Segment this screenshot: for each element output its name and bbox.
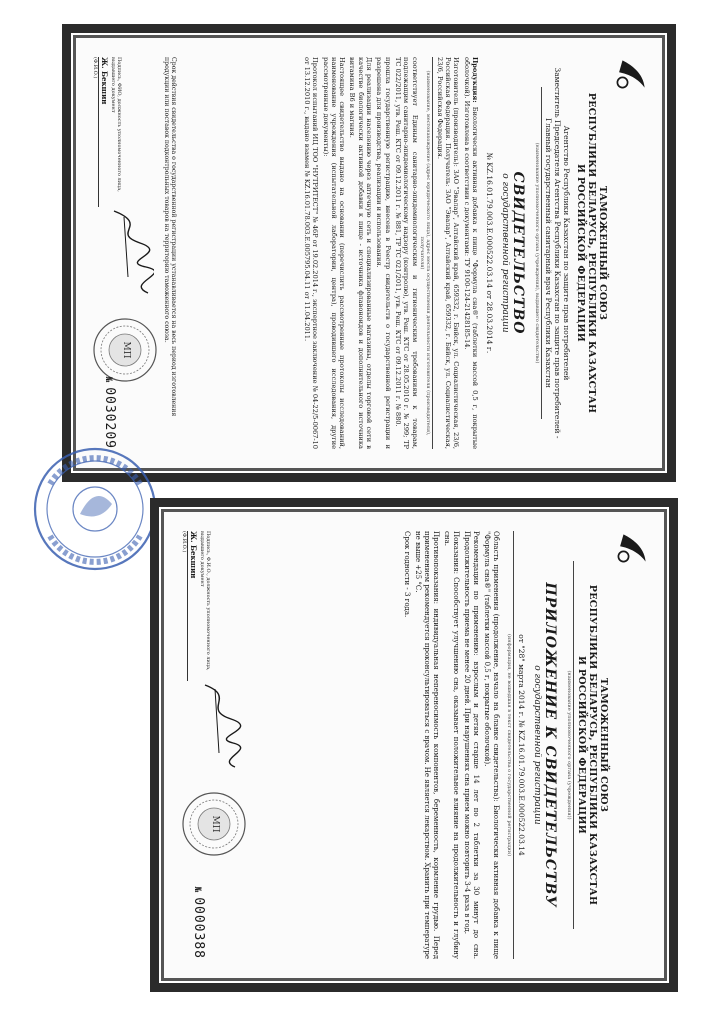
handwritten-signature: [195, 681, 243, 771]
signer-name: Ж. Бекшин: [100, 57, 109, 105]
serial-label: №: [192, 886, 202, 894]
handwritten-signature: [106, 207, 154, 297]
appendix-sheet: [150, 498, 678, 992]
scope-paragraph: Область применения (продолжение, начало на бланке свидетельства): Биологически активная добавка к пище "Формула сна®" (таблетки массой 0,5 г, покрытые оболочкой).: [483, 531, 500, 959]
signature-block: [181, 531, 211, 681]
appendix-title: ПРИЛОЖЕНИЕ К СВИДЕТЕЛЬСТВУ: [542, 582, 558, 908]
serial-number: [102, 377, 117, 449]
union-header: [576, 531, 609, 959]
customs-union-emblem-icon: [614, 57, 648, 91]
indications-paragraph: Показания: Способствует улучшению сна, оказывает положительное влияние на продолжительность и глубину сна.: [443, 531, 460, 959]
appendix-footer: [181, 531, 251, 959]
signature-note: Подпись, ФИО, должность уполномоченного лица, выдавшего документ: [110, 57, 122, 192]
certificate-body: [303, 57, 479, 449]
union-header-line: И РОССИЙСКОЙ ФЕДЕРАЦИИ: [575, 163, 586, 343]
validity-paragraph: Срок действия свидетельства о государственной регистрации устанавливается на весь период изготовления продукции или поставок подконтрольных товаров на территорию таможенного союза.: [162, 57, 178, 417]
conformity-paragraph: соответствует Единым санитарно-эпидемиологическим и гигиеническим требованиям к товарам, подлежащим санитарно-эпидемиологическому надзору (контролю), утв. Реш. КТС от 28.05.2010 г. № 299; ТР ТС 022/2011, утв. Реш. КТС от 09.12.2011 г. № 881, ТР ТС 021/2011, утв. Реш. КТС от 09.12.2011 г. № 880.: [393, 57, 419, 449]
product-text: Биологически активная добавка к пище "Формула сна®" (таблетки массой 0,5 г, покрытые оболочкой). Изготовлена в соответствии с документами: ТУ 9100-124-21428185-14.: [462, 57, 479, 449]
stamp-label: МП: [210, 815, 220, 833]
registration-line: [485, 57, 494, 449]
contraindications-paragraph: Противопоказания: индивидуальная непереносимость компонентов, беременность, кормление грудью. Перед применением рекомендуется проконсультироваться с врачом. Не является лекарством. Хранить при температуре не выше +25 °С.: [414, 531, 440, 959]
union-header-line: И РОССИЙСКОЙ ФЕДЕРАЦИИ: [576, 655, 587, 835]
union-header-line: ТАМОЖЕННЫЙ СОЮЗ: [598, 677, 609, 813]
customs-union-emblem-icon: [615, 531, 649, 565]
signature-line: (Ф.И.О.): [92, 57, 99, 207]
certificate-rotated-content: [80, 43, 658, 463]
basis-paragraph: Настоящее свидетельство выдано на основании (перечислить рассмотренные протоколы исследований, наименование учреждения (испытательной лаборатории, центра), проводившего исследования, другие рассмотренные документы):: [321, 57, 347, 449]
official-stamp: [181, 791, 247, 857]
appendix-subtitle: о государственной регистрации: [532, 665, 542, 825]
serial-label: №: [103, 376, 113, 384]
manufacturer-paragraph: Изготовитель (производитель): ЗАО "Эвалар", Алтайский край, 659332, г. Бийск, ул. Социалистическая, 23/6, Российская Федерация. Получатель: ЗАО "Эвалар", Алтайский край, 659332, г. Бийск, ул. Социалистическая, 23/6, Российская Федерация.: [435, 57, 461, 449]
authority-line: Агентство Республики Казахстан по защите прав потребителей: [562, 125, 571, 381]
union-header: [575, 57, 608, 449]
shelf-life-paragraph: Срок годности - 3 года.: [403, 531, 411, 618]
union-header-line: РЕСПУБЛИКИ БЕЛАРУСЬ, РЕСПУБЛИКИ КАЗАХСТАН: [587, 584, 598, 906]
serial-value: 0030209: [102, 387, 117, 449]
certificate-subtitle: о государственной регистрации: [500, 173, 510, 333]
signature-note: Подпись, Ф.И.О., должность уполномоченного лица, выдавшего документ: [199, 531, 211, 671]
signature-line: (Ф.И.О.): [181, 531, 188, 681]
issuing-authority: [544, 57, 571, 449]
usage-paragraph: Рекомендации по применению: взрослым и детям старше 14 лет по 2 таблетки за 30 минут до сна. Продолжительность приема не менее 20 дней. При нарушениях сна прием можно повторить 3-4 раза в год.: [463, 531, 480, 959]
authority-note: (наименование уполномоченного органа (учреждения), выдавшего свидетельство): [534, 87, 542, 419]
stamp-label: МП: [121, 341, 131, 359]
serial-number: [191, 887, 206, 959]
signer-name: Ж. Бекшин: [189, 531, 198, 579]
appendix-date-line: от "28" марта 2014 г. № KZ.16.01.79.003.E.000522.03.14: [517, 634, 526, 856]
manufacturer-note: (наименование, местонахождение (адрес юридического лица), адрес места осуществления деятельности изготовителя (производителя), получателя): [419, 57, 433, 449]
protocol-paragraph: Протокол испытаний ИЦ ТОО "НУТРИТЕСТ" № 46Р от 19.02.2014 г., экспертное заключение № 04-22/5-0067-10 от 13.12.2010 г., выдано взамен № KZ.16.01.78.003.E.005795.04.11 от 11.04.2011.: [302, 57, 320, 449]
blue-round-stamp: [30, 444, 160, 574]
product-label: Продукция:: [471, 57, 479, 103]
union-header-line: ТАМОЖЕННЫЙ СОЮЗ: [597, 185, 608, 321]
authority-line: Заместитель Председателя Агентства Республики Казахстан по защите прав потребителей -: [553, 67, 562, 439]
certificate-title: СВИДЕТЕЛЬСТВО: [510, 171, 526, 335]
registration-date: от 28.03.2014 г.: [485, 290, 494, 354]
product-paragraph: [462, 57, 479, 449]
authority-note: (наименование уполномоченного органа (учреждения)): [566, 561, 574, 929]
appendix-date-note: (информация, не вошедшая в текст свидетельства о государственной регистрации): [506, 531, 514, 959]
certificate-sheet: [62, 24, 676, 482]
serial-value: 0000388: [191, 897, 206, 959]
signature-block: [92, 57, 122, 207]
official-stamp: [92, 317, 158, 383]
registration-number: № KZ.16.01.79.003.E.000522.03.14: [485, 152, 494, 289]
union-header-line: РЕСПУБЛИКИ БЕЛАРУСЬ, РЕСПУБЛИКИ КАЗАХСТАН: [586, 92, 597, 414]
certificate-footer: [92, 57, 178, 449]
appendix-rotated-content: [169, 517, 659, 973]
registry-paragraph: прошла государственную регистрацию, внесена в Реестр свидетельств о государственной регистрации и разрешена для производства, реализации и использования.: [375, 57, 392, 449]
purpose-paragraph: Для реализации населению через аптечную сеть и специализированные магазины, отделы торговой сети в качестве биологически активной добавки к пище - источника флавоноидов и дополнительного источника витамина B6 и магния.: [348, 57, 374, 449]
appendix-body: [402, 531, 500, 959]
authority-line: Главный государственный санитарный врач Республики Казахстан: [544, 118, 553, 388]
